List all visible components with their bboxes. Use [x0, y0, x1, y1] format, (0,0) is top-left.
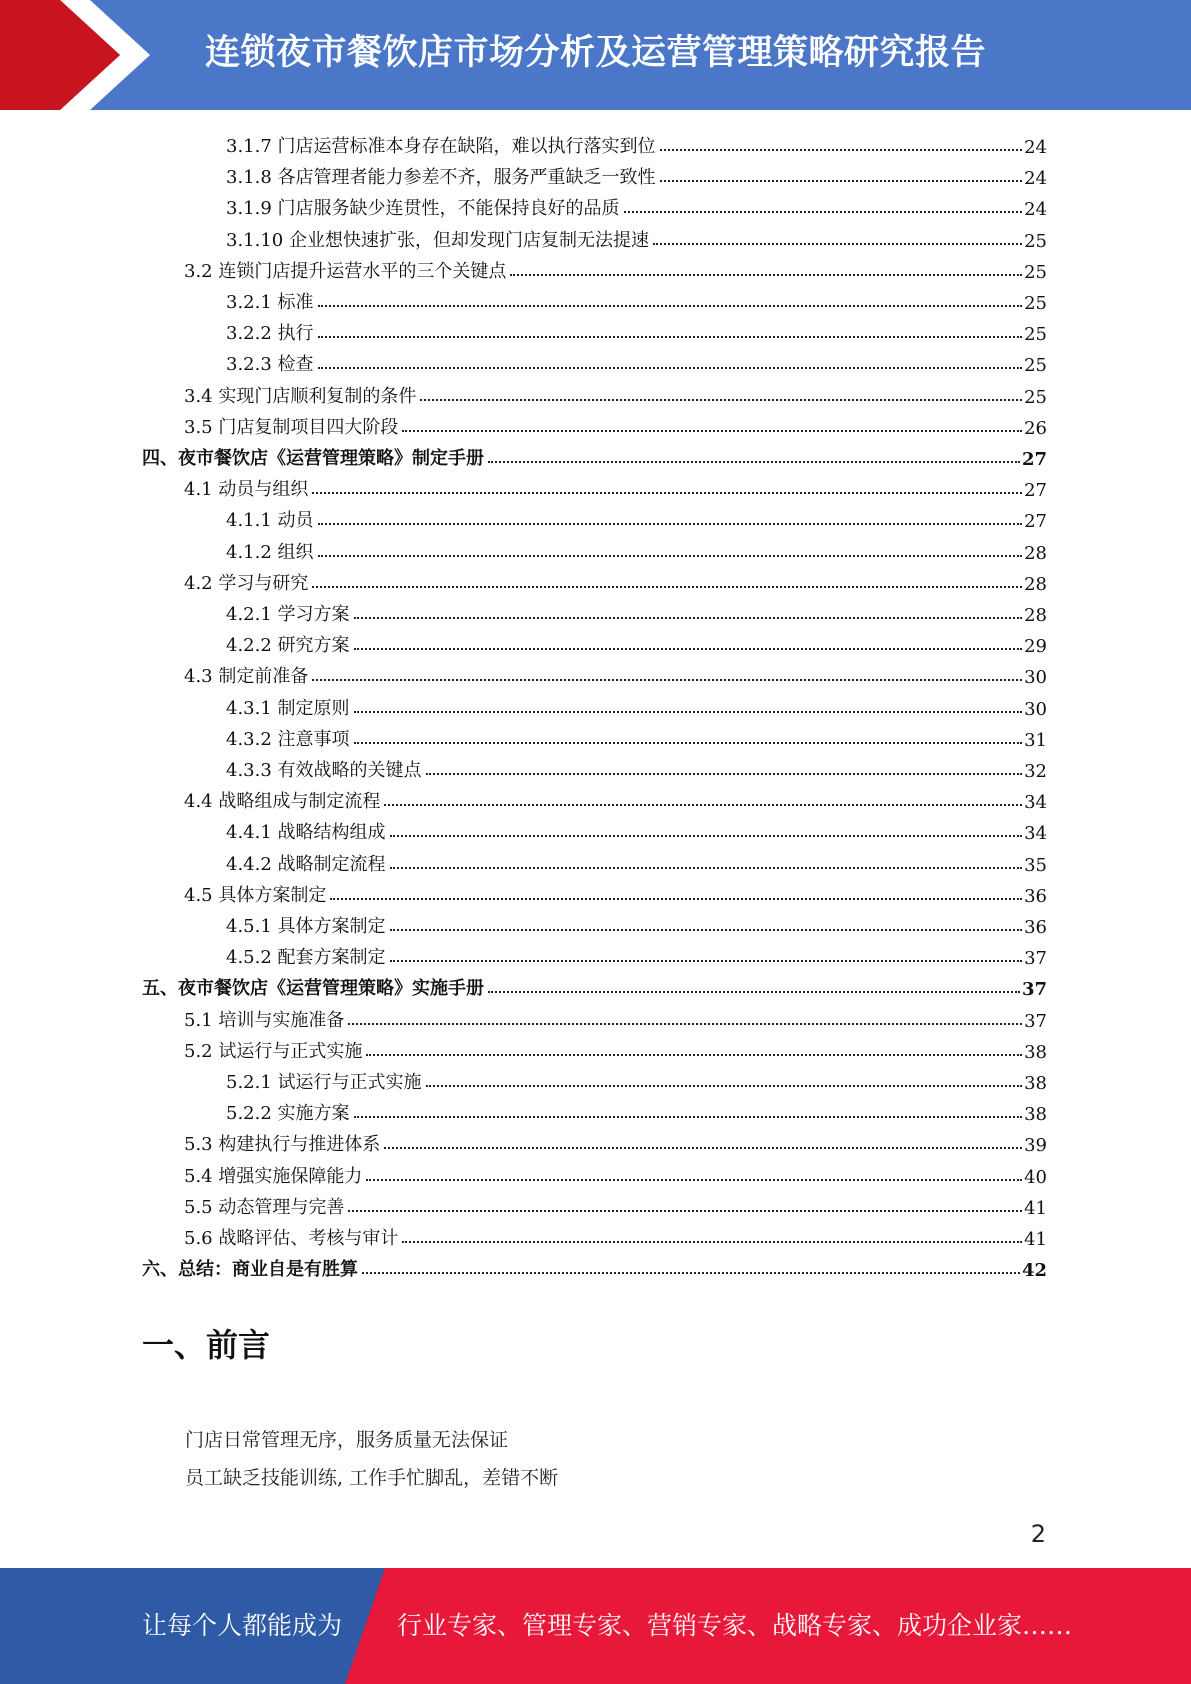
toc-dot-leader — [426, 1084, 1023, 1087]
toc-dot-leader — [653, 242, 1022, 245]
toc-dot-leader — [366, 1178, 1022, 1181]
toc-entry[interactable] — [226, 222, 1047, 252]
toc-entry-label: 3.1.9 门店服务缺少连贯性，不能保持良好的品质 — [226, 198, 620, 220]
toc-dot-leader — [330, 897, 1022, 900]
toc-entry-label: 5.1 培训与实施准备 — [184, 1009, 345, 1031]
toc-entry[interactable] — [226, 159, 1047, 189]
toc-entry-page: 25 — [1024, 324, 1047, 346]
toc-entry-page: 30 — [1024, 667, 1047, 689]
toc-entry-label: 4.3.1 制定原则 — [226, 697, 350, 719]
toc-dot-leader — [348, 1022, 1022, 1025]
toc-entry-label: 5.5 动态管理与完善 — [184, 1196, 345, 1218]
toc-entry[interactable] — [226, 315, 1047, 345]
toc-entry-label: 4.3.3 有效战略的关键点 — [226, 760, 422, 781]
toc-dot-leader — [390, 834, 1023, 837]
toc-entry-page: 38 — [1024, 1073, 1047, 1094]
toc-dot-leader — [318, 522, 1023, 525]
toc-entry-page: 24 — [1024, 168, 1047, 190]
toc-entry-page: 24 — [1024, 199, 1047, 221]
toc-entry-label: 4.1 动员与组织 — [184, 479, 309, 501]
toc-entry-page: 41 — [1024, 1229, 1047, 1250]
toc-dot-leader — [420, 398, 1022, 401]
toc-entry[interactable] — [142, 970, 1047, 1000]
toc-entry-label: 4.1.2 组织 — [226, 541, 314, 563]
toc-entry-label: 4.4.2 战略制定流程 — [226, 853, 386, 875]
toc-dot-leader — [318, 335, 1023, 338]
toc-entry-label: 5.4 增强实施保障能力 — [184, 1165, 363, 1187]
toc-entry[interactable] — [226, 627, 1047, 657]
toc-entry-label: 3.4 实现门店顺利复制的条件 — [184, 385, 417, 407]
toc-entry[interactable] — [226, 814, 1047, 844]
toc-entry[interactable] — [184, 1126, 1047, 1156]
toc-entry-label: 4.5.1 具体方案制定 — [226, 916, 386, 937]
toc-entry-page: 25 — [1024, 261, 1047, 283]
toc-entry[interactable] — [226, 346, 1047, 376]
section-heading: 一、前言 — [142, 1326, 271, 1364]
header-band — [0, 0, 1191, 110]
toc-entry[interactable] — [184, 471, 1047, 501]
toc-dot-leader — [488, 990, 1020, 993]
toc-entry-page: 36 — [1024, 917, 1047, 938]
toc-dot-leader — [354, 1115, 1023, 1118]
toc-entry-label: 六、总结：商业自是有胜算 — [142, 1259, 358, 1281]
toc-dot-leader — [318, 554, 1023, 557]
toc-entry[interactable] — [226, 752, 1047, 782]
toc-entry[interactable] — [226, 190, 1047, 220]
toc-entry-label: 4.2.2 研究方案 — [226, 635, 350, 657]
toc-entry-page: 34 — [1024, 823, 1047, 845]
toc-entry-page: 36 — [1024, 885, 1047, 907]
toc-entry-label: 4.4.1 战略结构组成 — [226, 822, 386, 844]
toc-entry[interactable] — [226, 846, 1047, 876]
toc-dot-leader — [354, 710, 1023, 713]
toc-entry[interactable] — [184, 1033, 1047, 1063]
toc-entry-page: 31 — [1024, 729, 1047, 751]
toc-entry-page: 27 — [1024, 480, 1047, 502]
toc-dot-leader — [318, 366, 1023, 369]
toc-entry-label: 4.2.1 学习方案 — [226, 604, 350, 625]
toc-dot-leader — [354, 647, 1023, 650]
toc-entry[interactable] — [226, 1064, 1047, 1094]
toc-dot-leader — [660, 148, 1023, 151]
toc-entry-label: 五、夜市餐饮店《运营管理策略》实施手册 — [142, 978, 484, 1000]
footer-slogan-right: 行业专家、管理专家、营销专家、战略专家、成功企业家…… — [397, 1611, 1073, 1640]
toc-dot-leader — [348, 1209, 1022, 1212]
toc-dot-leader — [402, 429, 1022, 432]
toc-entry-label: 4.5 具体方案制定 — [184, 884, 327, 906]
toc-dot-leader — [402, 1240, 1022, 1243]
footer-band — [0, 1568, 1191, 1684]
toc-entry-label: 4.5.2 配套方案制定 — [226, 947, 386, 969]
toc-dot-leader — [390, 959, 1023, 962]
toc-entry-page: 25 — [1024, 355, 1047, 377]
toc-entry[interactable] — [184, 877, 1047, 907]
toc-entry-page: 30 — [1024, 698, 1047, 720]
toc-entry-page: 27 — [1021, 449, 1047, 470]
toc-entry[interactable] — [184, 378, 1047, 408]
toc-dot-leader — [384, 1146, 1022, 1149]
toc-entry[interactable] — [226, 939, 1047, 969]
toc-entry-page: 40 — [1024, 1166, 1047, 1188]
toc-entry-label: 5.6 战略评估、考核与审计 — [184, 1228, 399, 1249]
toc-dot-leader — [510, 273, 1022, 276]
toc-entry-label: 3.1.7 门店运营标准本身存在缺陷，难以执行落实到位 — [226, 136, 656, 157]
toc-entry-label: 3.2.3 检查 — [226, 354, 314, 376]
toc-dot-leader — [354, 741, 1023, 744]
toc-entry[interactable] — [226, 1095, 1047, 1125]
toc-dot-leader — [366, 1053, 1022, 1056]
report-title: 连锁夜市餐饮店市场分析及运营管理策略研究报告 — [205, 33, 987, 73]
toc-entry-page: 27 — [1024, 511, 1047, 533]
toc-entry[interactable] — [226, 502, 1047, 532]
footer-slogan-left: 让每个人都能成为 — [142, 1611, 343, 1640]
toc-dot-leader — [312, 678, 1022, 681]
toc-entry-page: 41 — [1024, 1197, 1047, 1219]
toc-entry-page: 29 — [1024, 636, 1047, 658]
toc-dot-leader — [660, 179, 1023, 182]
toc-entry[interactable] — [226, 721, 1047, 751]
toc-entry[interactable] — [184, 253, 1047, 283]
toc-entry-page: 38 — [1024, 1104, 1047, 1126]
toc-entry-page: 35 — [1024, 854, 1047, 876]
toc-entry[interactable] — [142, 1251, 1047, 1281]
toc-entry-label: 3.2 连锁门店提升运营水平的三个关键点 — [184, 260, 507, 282]
toc-dot-leader — [318, 304, 1023, 307]
toc-entry-page: 26 — [1024, 417, 1047, 439]
toc-entry[interactable] — [184, 658, 1047, 688]
toc-entry[interactable] — [226, 690, 1047, 720]
toc-dot-leader — [354, 616, 1023, 619]
page-number: 2 — [1030, 1520, 1046, 1548]
toc-entry-page: 32 — [1024, 761, 1047, 782]
toc-entry-label: 4.3 制定前准备 — [184, 666, 309, 688]
toc-entry-label: 3.2.1 标准 — [226, 292, 314, 313]
body-paragraph: 员工缺乏技能训练, 工作手忙脚乱，差错不断 — [185, 1467, 559, 1489]
toc-dot-leader — [624, 210, 1023, 213]
toc-entry[interactable] — [184, 565, 1047, 595]
toc-entry-label: 5.2.2 实施方案 — [226, 1103, 350, 1125]
toc-entry[interactable] — [184, 409, 1047, 439]
toc-entry-page: 38 — [1024, 1041, 1047, 1063]
toc-dot-leader — [312, 491, 1022, 494]
toc-entry[interactable] — [142, 440, 1047, 470]
toc-entry-label: 四、夜市餐饮店《运营管理策略》制定手册 — [142, 448, 484, 469]
toc-entry-page: 39 — [1024, 1135, 1047, 1157]
toc-entry[interactable] — [226, 596, 1047, 626]
toc-entry[interactable] — [184, 1002, 1047, 1032]
toc-entry-label: 3.1.10 企业想快速扩张，但却发现门店复制无法提速 — [226, 229, 649, 251]
toc-dot-leader — [384, 803, 1022, 806]
toc-entry-page: 28 — [1024, 605, 1047, 626]
toc-entry-label: 4.3.2 注意事项 — [226, 728, 350, 750]
toc-dot-leader — [362, 1271, 1020, 1274]
toc-entry-page: 28 — [1024, 542, 1047, 564]
toc-entry-page: 25 — [1024, 386, 1047, 408]
toc-dot-leader — [390, 928, 1023, 931]
toc-entry-label: 3.2.2 执行 — [226, 323, 314, 345]
toc-entry-page: 34 — [1024, 792, 1047, 814]
toc-entry[interactable] — [226, 284, 1047, 314]
toc-entry-page: 25 — [1024, 293, 1047, 314]
toc-entry[interactable] — [184, 1189, 1047, 1219]
toc-entry-label: 5.2.1 试运行与正式实施 — [226, 1072, 422, 1093]
toc-entry-label: 3.1.8 各店管理者能力参差不齐，服务严重缺乏一致性 — [226, 167, 656, 189]
body-paragraph: 门店日常管理无序，服务质量无法保证 — [185, 1429, 509, 1451]
toc-entry-label: 5.3 构建执行与推进体系 — [184, 1134, 381, 1156]
toc-entry-page: 37 — [1024, 948, 1047, 970]
toc-entry-label: 3.5 门店复制项目四大阶段 — [184, 416, 399, 438]
toc-entry[interactable] — [184, 783, 1047, 813]
toc-entry-page: 42 — [1021, 1260, 1047, 1282]
toc-dot-leader — [426, 772, 1023, 775]
toc-entry-page: 37 — [1021, 979, 1047, 1001]
red-arrow-decoration — [0, 0, 160, 110]
toc-entry-label: 5.2 试运行与正式实施 — [184, 1040, 363, 1062]
toc-entry-page: 37 — [1024, 1010, 1047, 1032]
toc-entry[interactable] — [226, 128, 1047, 158]
toc-entry-label: 4.2 学习与研究 — [184, 572, 309, 594]
toc-entry-label: 4.4 战略组成与制定流程 — [184, 791, 381, 813]
toc-entry-page: 28 — [1024, 573, 1047, 595]
toc-entry-label: 4.1.1 动员 — [226, 510, 314, 532]
toc-dot-leader — [390, 866, 1023, 869]
toc-entry-page: 24 — [1024, 137, 1047, 158]
toc-entry-page: 25 — [1024, 230, 1047, 252]
toc-entry[interactable] — [184, 1220, 1047, 1250]
toc-dot-leader — [312, 585, 1022, 588]
toc-entry[interactable] — [226, 534, 1047, 564]
toc-entry[interactable] — [226, 908, 1047, 938]
toc-dot-leader — [488, 460, 1020, 463]
toc-entry[interactable] — [184, 1158, 1047, 1188]
